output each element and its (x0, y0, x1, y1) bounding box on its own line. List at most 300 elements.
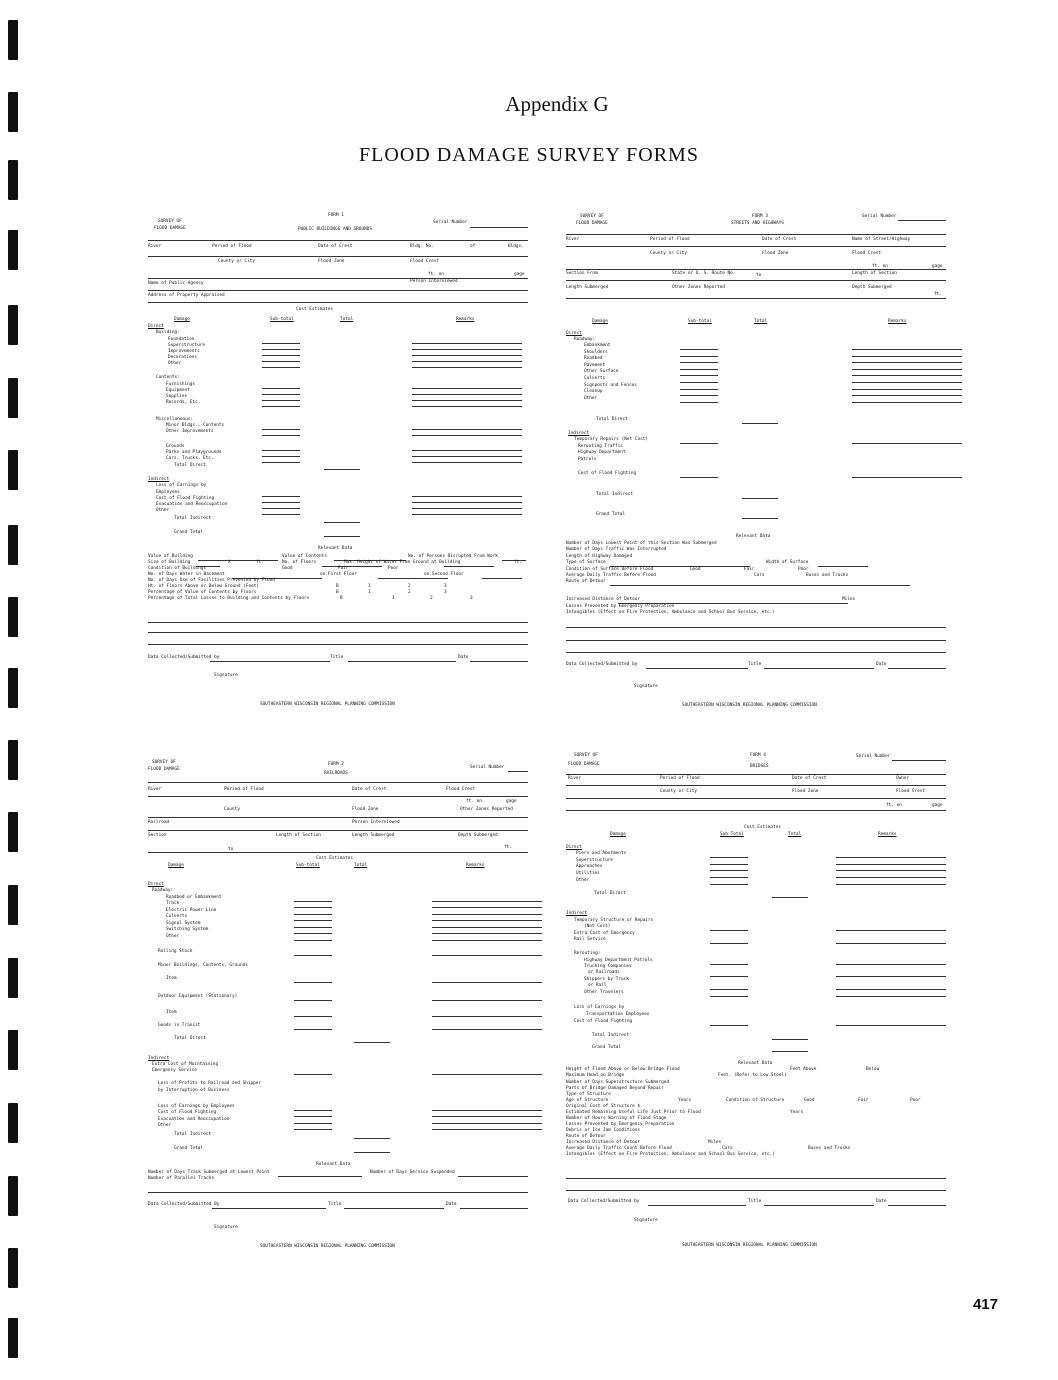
damage-item-label: Utilities (576, 871, 600, 876)
damage-item-label: Minor Bldgs., Contents (166, 423, 225, 428)
form-footer: SOUTHEASTERN WISCONSIN REGIONAL PLANNING COMMISSION (260, 1244, 395, 1249)
cost-estimates-label: Cost Estimates (316, 856, 354, 861)
damage-item-label: (Net Cost) (584, 924, 611, 929)
damage-item-label: Employees (156, 490, 180, 495)
data-line-label: Poor (798, 567, 809, 572)
damage-item-label: by Interruption of Business (158, 1088, 230, 1093)
form-survey-label: FLOOD DAMAGE (576, 221, 608, 226)
form-survey-label: FLOOD DAMAGE (568, 762, 600, 767)
relevant-data-label: Relevant Data (736, 534, 771, 539)
damage-item-label: Other (576, 878, 590, 883)
relevant-data-label: Relevant Data (738, 1061, 773, 1066)
field-label: Depth Submerged (458, 833, 498, 838)
data-line-label: 1 (392, 596, 395, 601)
binder-hole (8, 20, 18, 60)
field-label: Owner (896, 776, 910, 781)
data-line-label: Type of Structure (566, 1092, 611, 1097)
field-label: River (148, 787, 162, 792)
damage-item-label: Parks and Playgrounds (166, 450, 222, 455)
damage-item-label: Extra Cost of Maintaining (152, 1062, 219, 1067)
signature-label: Signature (634, 1218, 658, 1223)
data-line-label: Fair (858, 1098, 869, 1103)
data-line-label: Parts of Bridge Damaged Beyond Repair (566, 1086, 664, 1091)
data-line-label: Buses and Trucks (806, 573, 849, 578)
form-2-railroads (148, 760, 528, 1260)
field-label: ft. on (886, 803, 902, 808)
form-1-public-buildings (148, 212, 528, 712)
damage-item-label: Roadbed (584, 356, 603, 361)
binder-hole (8, 740, 18, 780)
damage-item-label: Minor Buildings, Contents, Grounds (158, 963, 248, 968)
signature-label: Signature (214, 673, 238, 678)
field-label: Section From (566, 271, 598, 276)
form-number: FORM 2 (328, 762, 344, 767)
field-label: Flood Zone (762, 251, 789, 256)
column-header: Remarks (456, 317, 475, 322)
data-line-label: 2 (430, 596, 433, 601)
damage-item-label: Indirect (568, 431, 590, 436)
damage-item-label: Foundation (168, 337, 195, 342)
damage-item-label: Rolling Stock (158, 949, 193, 954)
relevant-data-label: Relevant Data (316, 1162, 351, 1167)
data-line-label: B (336, 590, 339, 595)
field-label: Bldgs. (508, 244, 524, 249)
damage-item-label: Loss of Profits to Railroad and Shipper (158, 1081, 262, 1086)
data-line-label: Miles (708, 1140, 722, 1145)
title-label: Title (748, 662, 762, 667)
binder-hole (8, 1318, 18, 1358)
title-label: Title (330, 655, 344, 660)
form-footer: SOUTHEASTERN WISCONSIN REGIONAL PLANNING COMMISSION (682, 1243, 817, 1248)
field-label: Length Submerged (566, 285, 609, 290)
damage-item-label: Roadway: (152, 888, 174, 893)
data-line-label: Losses Prevented by Emergency Preparation (566, 1122, 675, 1127)
damage-item-label: Grand Total (174, 530, 204, 535)
field-label: Other Zones Reported (672, 285, 725, 290)
damage-item-label: Transportation Employees (586, 1012, 650, 1017)
data-line-label: 2 (408, 590, 411, 595)
field-label: Person Interviewed (352, 820, 400, 825)
field-label: Flood Zone (352, 807, 379, 812)
damage-item-label: Grand Total (596, 512, 626, 517)
field-label: ft. on (872, 264, 888, 269)
binder-hole (8, 450, 18, 490)
data-line-label: Length of Highway Damaged (566, 554, 633, 559)
field-label: Depth Submerged (852, 285, 892, 290)
field-label: Length Submerged (352, 833, 395, 838)
damage-item-label: Cars, Trucks, Etc. (166, 456, 214, 461)
data-line-label: Width of Surface (766, 560, 809, 565)
signature-label: Signature (634, 684, 658, 689)
field-label: Period of Flood (224, 787, 264, 792)
binder-hole (8, 525, 18, 565)
damage-item-label: Other Surface (584, 369, 619, 374)
data-line-label: X (228, 560, 231, 565)
field-label: Flood Zone (318, 259, 345, 264)
damage-item-label: Grand Total (174, 1146, 204, 1151)
field-label: Person Interviewed (410, 279, 458, 284)
damage-item-label: Temporary Structure or Repairs (574, 918, 654, 923)
data-line-label: Average Daily Traffic Count Before Flood (566, 1146, 672, 1151)
data-line-label: Number of Days Service Suspended (370, 1170, 455, 1175)
data-line-label: Estimated Remaining Useful Life Just Prior to Flood (566, 1110, 701, 1115)
damage-item-label: Superstructure (168, 343, 206, 348)
damage-item-label: Electric Power Line (166, 908, 217, 913)
field-label: Railroad (148, 820, 170, 825)
damage-item-label: Total Indirect (592, 1033, 630, 1038)
data-line-label: on Second Floor (424, 572, 464, 577)
form-number: FORM 1 (328, 213, 344, 218)
damage-item-label: Other Travelers (584, 990, 624, 995)
field-label: Length of Section (276, 833, 321, 838)
binder-hole (8, 812, 18, 852)
damage-item-label: Loss of Earnings by Employees (158, 1104, 235, 1109)
damage-item-label: Trucking Companies (584, 964, 632, 969)
collected-by-label: Data Collected/Submitted by (566, 662, 638, 667)
field-label: River (566, 237, 580, 242)
damage-item-label: Total Direct (174, 463, 206, 468)
damage-item-label: Other Improvements (166, 429, 214, 434)
damage-item-label: Other (584, 396, 598, 401)
form-4-bridges (566, 752, 946, 1252)
data-line-label: No. of Persons Disrupted From Work (408, 554, 498, 559)
damage-item-label: Total Direct (594, 891, 626, 896)
binder-hole (8, 230, 18, 270)
damage-item-label: Culverts (584, 376, 606, 381)
damage-item-label: Shoulders (584, 350, 608, 355)
damage-item-label: Goods in Transit (158, 1023, 201, 1028)
document-title: FLOOD DAMAGE SURVEY FORMS (359, 144, 699, 166)
damage-item-label: Emergency Service (152, 1068, 197, 1073)
damage-item-label: Superstructure (576, 858, 614, 863)
field-label: gage (514, 272, 525, 277)
damage-item-label: Indirect (148, 477, 170, 482)
data-line-label: Cars (722, 1146, 733, 1151)
damage-item-label: Cost of Flood Fighting (156, 496, 215, 501)
field-label: Other Zones Reported (460, 807, 513, 812)
field-label: Date of Crest (792, 776, 827, 781)
damage-item-label: Contents: (156, 375, 180, 380)
field-label: gage (932, 803, 943, 808)
data-line-label: Fair (744, 567, 755, 572)
damage-item-label: Other (166, 934, 180, 939)
field-label: County or City (660, 789, 698, 794)
data-line-label: No. of Days Water in Basement (148, 572, 225, 577)
damage-item-label: or Railroads (588, 970, 620, 975)
damage-item-label: Culverts (166, 914, 188, 919)
data-line-label: 2 (408, 584, 411, 589)
data-line-label: Condition of Surface Before Flood (566, 567, 654, 572)
form-subtitle: PUBLIC BUILDINGS AND GROUNDS (298, 227, 373, 232)
form-subtitle: STREETS AND HIGHWAYS (731, 221, 784, 226)
damage-item-label: Grand Total (592, 1045, 622, 1050)
column-header: Sub-total (296, 863, 320, 868)
date-label: Date (876, 662, 887, 667)
damage-item-label: Approaches (576, 864, 603, 869)
damage-item-label: Direct (566, 845, 582, 850)
data-line-label: B (340, 596, 343, 601)
damage-item-label: Item (166, 1010, 177, 1015)
serial-number-label: Serial Number (433, 220, 468, 225)
data-line-label: Size of Building (148, 560, 191, 565)
data-line-label: No. of Floors (282, 560, 317, 565)
binder-hole (8, 1103, 18, 1143)
data-line-label: Condition of Structure (726, 1098, 785, 1103)
data-line-label: Number of Days Track Submerged at Lowest Point (148, 1170, 270, 1175)
data-line-label: Condition of Buildings (148, 566, 207, 571)
column-header: Total (340, 317, 354, 322)
form-survey-label: SURVEY OF (158, 219, 182, 224)
damage-item-label: Outdoor Equipment (Stationary) (158, 994, 238, 999)
damage-item-label: or Rail (588, 983, 607, 988)
title-label: Title (748, 1199, 762, 1204)
damage-item-label: Patrols (578, 457, 597, 462)
damage-item-label: Loss of Earnings by (156, 483, 207, 488)
damage-item-label: Signposts and Fences (584, 383, 637, 388)
damage-item-label: Improvements (168, 349, 200, 354)
column-header: Total (354, 863, 368, 868)
damage-item-label: Supplies (166, 394, 188, 399)
collected-by-label: Data Collected/Submitted By (148, 1202, 220, 1207)
data-line-label: Number of Days Lowest Point of this Section Was Submerged (566, 541, 717, 546)
damage-item-label: Extra Cost of Emergency (574, 931, 635, 936)
field-label: Name of Street/Highway (852, 237, 911, 242)
data-line-label: Years (678, 1098, 692, 1103)
damage-item-label: Roadbed or Embankment (166, 895, 222, 900)
data-line-label: Buses and Trucks (808, 1146, 851, 1151)
data-line-label: Losses Prevented by Emergency Preparation (566, 604, 675, 609)
data-line-label: Route of Detour (566, 579, 606, 584)
form-number: FORM 3 (752, 214, 768, 219)
data-line-label: Increased Distance of Detour (566, 597, 641, 602)
data-line-label: B (336, 584, 339, 589)
column-header: Damage (168, 863, 184, 868)
serial-number-label: Serial Number (856, 754, 891, 759)
field-label: gage (506, 799, 517, 804)
damage-item-label: Total Indirect (174, 1132, 212, 1137)
data-line-label: Number of Days Superstructure Submerged (566, 1080, 670, 1085)
damage-item-label: Other (156, 508, 170, 513)
data-line-label: Cars (754, 573, 765, 578)
column-header: Damage (610, 832, 626, 837)
damage-item-label: Temporary Repairs (Net Cost) (574, 437, 649, 442)
damage-item-label: Track (166, 901, 180, 906)
cost-estimates-label: Cost Estimates (296, 307, 334, 312)
damage-item-label: Shippers by Truck (584, 977, 629, 982)
data-line-label: Fair (338, 566, 349, 571)
signature-label: Signature (214, 1225, 238, 1230)
field-label: Period of Flood (212, 244, 252, 249)
data-line-label: Number of Hours Warning of Flood Stage (566, 1116, 667, 1121)
date-label: Date (458, 655, 469, 660)
field-label: Date of Crest (352, 787, 387, 792)
data-line-label: Maximum Head on Bridge (566, 1073, 625, 1078)
field-label: Flood Crest (852, 251, 882, 256)
data-line-label: 3 (470, 596, 473, 601)
damage-item-label: Roadway: (574, 337, 596, 342)
damage-item-label: Direct (148, 324, 164, 329)
damage-item-label: Rail Service (574, 937, 606, 942)
data-line-label: 3 (444, 584, 447, 589)
damage-item-label: Evacuation and Reoccupation (158, 1117, 230, 1122)
relevant-data-label: Relevant Data (318, 546, 353, 551)
date-label: Date (446, 1202, 457, 1207)
data-line-label: ft. (256, 560, 264, 565)
form-footer: SOUTHEASTERN WISCONSIN REGIONAL PLANNING COMMISSION (682, 703, 817, 708)
data-line-label: Poor (388, 566, 399, 571)
data-line-label: Percentage of Total Losses to Building and Contents by Floors (148, 596, 310, 601)
data-line-label: Value of Building (148, 554, 193, 559)
damage-item-label: Grounds (166, 444, 185, 449)
damage-item-label: Records, Etc. (166, 400, 201, 405)
damage-item-label: Embankment (584, 343, 611, 348)
field-label: Flood Crest (896, 789, 926, 794)
field-label: Date of Crest (318, 244, 353, 249)
damage-item-label: Total Indirect (174, 516, 212, 521)
data-line-label: on First Floor (320, 572, 358, 577)
title-label: Title (328, 1202, 342, 1207)
data-line-label: Ht. of Floors Above or Below Ground (Feet) (148, 584, 260, 589)
data-line-label: 3 (444, 590, 447, 595)
data-line-label: Good (282, 566, 293, 571)
damage-item-label: Cleanup (584, 389, 603, 394)
damage-item-label: Item (166, 976, 177, 981)
data-line-label: Type of Surface (566, 560, 606, 565)
binder-hole (8, 668, 18, 708)
column-header: Sub-total (688, 319, 712, 324)
field-label: ft. (934, 292, 942, 297)
field-label: County or City (218, 259, 256, 264)
form-survey-label: SURVEY OF (574, 753, 598, 758)
binder-hole (8, 958, 18, 998)
data-line-label: Percentage of Value of Contents by Floors (148, 590, 257, 595)
damage-item-label: Other (168, 361, 182, 366)
column-header: Total (754, 319, 768, 324)
column-header: Remarks (878, 832, 897, 837)
data-line-label: Miles (842, 597, 856, 602)
collected-by-label: Data Collected/Submitted by (568, 1199, 640, 1204)
column-header: Damage (174, 317, 190, 322)
field-label: of (470, 244, 476, 249)
collected-by-label: Data Collected/Submitted by (148, 655, 220, 660)
field-label: Flood Crest (446, 787, 476, 792)
page-number: 417 (972, 1296, 998, 1313)
damage-item-label: Total Direct (596, 417, 628, 422)
damage-item-label: Indirect (148, 1056, 170, 1061)
column-header: Damage (592, 319, 608, 324)
field-label: County (224, 807, 240, 812)
form-subtitle: RAILROADS (324, 771, 348, 776)
data-line-label: Increased Distance of Detour (566, 1140, 641, 1145)
damage-item-label: Rerouting Traffic (578, 444, 623, 449)
damage-item-label: Evacuation and Reoccupation (156, 502, 228, 507)
data-line-label: Years (790, 1110, 804, 1115)
data-line-label: Number of Days Traffic Was Interrupted (566, 547, 667, 552)
serial-number-label: Serial Number (470, 765, 505, 770)
appendix-heading: Appendix G (505, 92, 609, 116)
field-label: Bldg. No. (410, 244, 434, 249)
data-line-label: Feet. (Refer to Low Steel) (718, 1073, 787, 1078)
field-label: Date of Crest (762, 237, 797, 242)
binder-hole (8, 1248, 18, 1288)
form-survey-label: FLOOD DAMAGE (148, 767, 180, 772)
field-label: County or City (650, 251, 688, 256)
binder-hole (8, 885, 18, 925)
field-label: River (568, 776, 582, 781)
column-header: Remarks (466, 863, 485, 868)
damage-item-label: Switching System (166, 927, 209, 932)
data-line-label: ft. (514, 560, 522, 565)
data-line-label: Average Daily Traffic Before Flood (566, 573, 656, 578)
binder-hole (8, 1030, 18, 1070)
field-label: to (756, 273, 762, 278)
field-label: ft. (504, 845, 512, 850)
field-label: Period of Flood (660, 776, 700, 781)
column-header: Sub-total (270, 317, 294, 322)
data-line-label: Original Cost of Structure $ (566, 1104, 641, 1109)
form-subtitle: BRIDGES (750, 764, 769, 769)
field-label: Section (148, 833, 167, 838)
field-label: Length of Section (852, 271, 897, 276)
field-label: gage (932, 264, 943, 269)
form-3-streets-highways (566, 212, 946, 712)
field-label: Address of Property Appraised (148, 293, 225, 298)
data-line-label: Feet Above (790, 1067, 817, 1072)
data-line-label: Intangibles (Effect on Fire Protection, Ambulance and School Bus Service, etc.) (566, 1152, 775, 1157)
field-label: Name of Public Agency (148, 281, 204, 286)
data-line-label: Value of Contents (282, 554, 327, 559)
form-survey-label: SURVEY OF (580, 214, 604, 219)
damage-item-label: Cost of Flood Fighting (574, 1019, 633, 1024)
damage-item-label: Loss of Earnings by (574, 1005, 625, 1010)
data-line-label: Max. Height of Water From Ground at Building (344, 560, 461, 565)
field-label: to (228, 847, 234, 852)
column-header: Remarks (888, 319, 907, 324)
damage-item-label: Miscellaneous: (156, 417, 194, 422)
binder-hole (8, 92, 18, 132)
serial-number-label: Serial Number (862, 214, 897, 219)
damage-item-label: Other (158, 1123, 172, 1128)
damage-item-label: Building: (156, 330, 180, 335)
damage-item-label: Total Indirect (596, 492, 634, 497)
binder-hole (8, 597, 18, 637)
damage-item-label: Signal System (166, 921, 201, 926)
data-line-label: Below (866, 1067, 880, 1072)
field-label: ft. on (428, 272, 444, 277)
damage-item-label: Highway Department Patrols (584, 958, 653, 963)
column-header: Total (788, 832, 802, 837)
data-line-label: Good (804, 1098, 815, 1103)
column-header: Sub Total (720, 832, 744, 837)
data-line-label: 1 (368, 590, 371, 595)
field-label: Flood Zone (792, 789, 819, 794)
damage-item-label: Equipment (166, 388, 190, 393)
data-line-label: No. of Days Use of Facilities Prevented by Flood (148, 578, 275, 583)
damage-item-label: Indirect (566, 911, 588, 916)
damage-item-label: Decorations (168, 355, 198, 360)
form-footer: SOUTHEASTERN WISCONSIN REGIONAL PLANNING COMMISSION (260, 702, 395, 707)
damage-item-label: Rerouting: (574, 951, 601, 956)
data-line-label: Good (690, 567, 701, 572)
data-line-label: Age of Structure (566, 1098, 609, 1103)
field-label: Period of Flood (650, 237, 690, 242)
damage-item-label: Cost of Flood Fighting (158, 1110, 217, 1115)
field-label: ft. on (466, 799, 482, 804)
damage-item-label: Direct (566, 331, 582, 336)
data-line-label: Height of Flood Above or Below Bridge Flood (566, 1067, 680, 1072)
binder-hole (8, 378, 18, 418)
damage-item-label: Furnishings (166, 382, 196, 387)
